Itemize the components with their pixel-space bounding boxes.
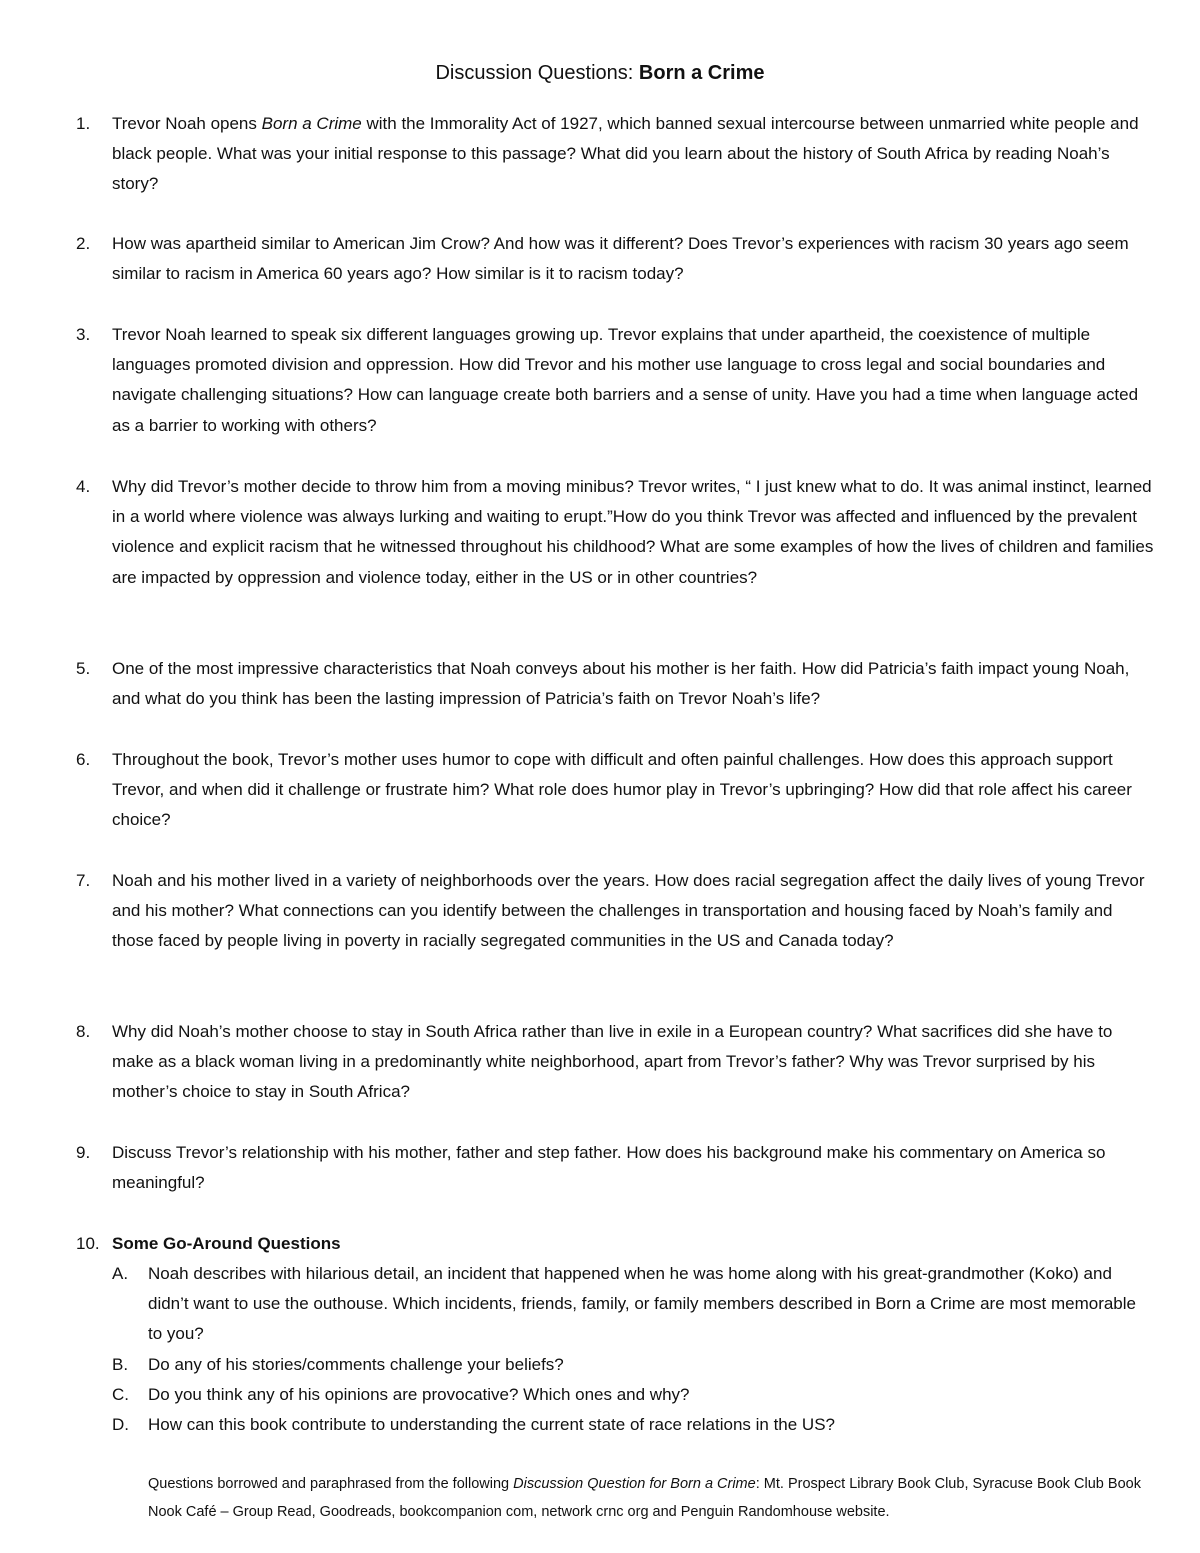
question-text-part: with the Immorality Act of 1927, which banned sexual intercourse between unmarried white people and black people. What was your initial response to this passage? What did you learn about the history of South Africa by reading Noah’s story? xyxy=(112,114,1139,194)
source-footnote xyxy=(148,1470,1148,1526)
book-title-italic: Born a Crime xyxy=(261,114,362,133)
sub-question-letter: A. xyxy=(112,1264,129,1283)
sub-question-letter: B. xyxy=(112,1355,129,1374)
question-number: 2. xyxy=(76,234,91,253)
page-title xyxy=(0,58,1200,88)
question-text: One of the most impressive characteristics that Noah conveys about his mother is her faith. How did Patricia’s faith impact young Noah, and what do you think has been the lasting impression of Patricia’s faith on Trevor Noah’s life? xyxy=(112,659,1130,709)
title-book-name: Born a Crime xyxy=(638,62,765,84)
question-10 xyxy=(76,1229,1156,1259)
question-2 xyxy=(76,229,1156,289)
question-text: Noah and his mother lived in a variety of neighborhoods over the years. How does racial segregation affect the daily lives of young Trevor and his mother? What connections can you identify between the challenges in transportation and housing faced by Noah’s family and those faced by people living in poverty in racially segregated communities in the US and Canada today? xyxy=(112,871,1145,951)
sub-question-text: Noah describes with hilarious detail, an incident that happened when he was home along with his great-grandmother (Koko) and didn’t want to use the outhouse. Which incidents, friends, family, or family members described in Born a Crime are most memorable to you? xyxy=(148,1264,1136,1344)
question-text-part: Trevor Noah opens xyxy=(112,114,262,133)
question-number: 3. xyxy=(76,325,91,344)
question-text: Why did Noah’s mother choose to stay in South Africa rather than live in exile in a European country? What sacrifices did she have to make as a black woman living in a predominantly white neighborhood, apart from Trevor’s father? Why was Trevor surprised by his mother’s choice to stay in South Africa? xyxy=(112,1022,1113,1102)
question-text: Why did Trevor’s mother decide to throw him from a moving minibus? Trevor writes, “ I just knew what to do. It was animal instinct, learned in a world where violence was always lurking and waiting to erupt.”How do you think Trevor was affected and influenced by the prevalent violence and explicit racism that he witnessed throughout his childhood? What are some examples of how the lives of children and families are impacted by oppression and violence today, either in the US or in other countries? xyxy=(112,477,1154,587)
question-6 xyxy=(76,745,1156,836)
question-4 xyxy=(76,472,1156,593)
sub-question-text: How can this book contribute to understanding the current state of race relations in the US? xyxy=(148,1415,836,1434)
title-prefix: Discussion Questions: xyxy=(435,62,639,84)
question-7 xyxy=(76,866,1156,957)
sub-question-letter: C. xyxy=(112,1385,129,1404)
question-8 xyxy=(76,1017,1156,1108)
footnote-text: : Mt. Prospect Library Book Club, Syracuse Book Club Book Nook Café – Group Read, Goodreads, bookcompanion com, network crnc org and Penguin Randomhouse website. xyxy=(148,1476,1141,1520)
sub-question-text: Do any of his stories/comments challenge your beliefs? xyxy=(148,1355,564,1374)
sub-question-letter: D. xyxy=(112,1415,129,1434)
footnote-text: Questions borrowed and paraphrased from the following xyxy=(148,1476,514,1492)
question-9 xyxy=(76,1138,1156,1198)
question-number: 1. xyxy=(76,114,91,133)
question-5 xyxy=(76,654,1156,714)
question-number: 5. xyxy=(76,659,91,678)
sub-question-c xyxy=(112,1380,1152,1410)
question-number: 10. xyxy=(76,1234,100,1253)
question-number: 8. xyxy=(76,1022,91,1041)
question-number: 6. xyxy=(76,750,91,769)
question-text: How was apartheid similar to American Jim Crow? And how was it different? Does Trevor’s experiences with racism 30 years ago seem similar to racism in America 60 years ago? How similar is it to racism today? xyxy=(112,234,1129,284)
question-number: 4. xyxy=(76,477,91,496)
question-text: Trevor Noah learned to speak six different languages growing up. Trevor explains that under apartheid, the coexistence of multiple languages promoted division and oppression. How did Trevor and his mother use language to cross legal and social boundaries and navigate challenging situations? How can language create both barriers and a sense of unity. Have you had a time when language acted as a barrier to working with others? xyxy=(112,325,1139,435)
question-text xyxy=(112,109,1156,200)
sub-question-text: Do you think any of his opinions are provocative? Which ones and why? xyxy=(148,1385,690,1404)
section-heading: Some Go-Around Questions xyxy=(112,1234,341,1253)
question-number: 9. xyxy=(76,1143,91,1162)
question-text: Discuss Trevor’s relationship with his mother, father and step father. How does his background make his commentary on America so meaningful? xyxy=(112,1143,1106,1193)
question-3 xyxy=(76,320,1156,441)
footnote-italic-title: Discussion Question for Born a Crime xyxy=(513,1476,756,1492)
sub-question-a xyxy=(112,1259,1152,1350)
sub-question-b xyxy=(112,1350,1152,1380)
question-1 xyxy=(76,109,1156,200)
question-number: 7. xyxy=(76,871,91,890)
sub-question-d xyxy=(112,1410,1152,1440)
question-text: Throughout the book, Trevor’s mother uses humor to cope with difficult and often painful challenges. How does this approach support Trevor, and when did it challenge or frustrate him? What role does humor play in Trevor’s upbringing? How did that role affect his career choice? xyxy=(112,750,1132,830)
